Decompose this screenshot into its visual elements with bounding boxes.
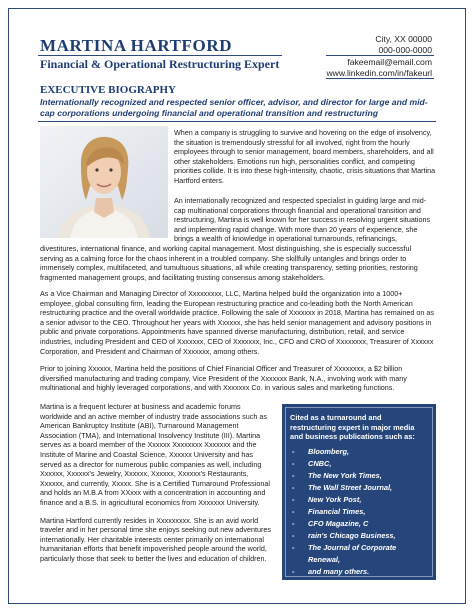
media-item: - rain's Chicago Business, [292,530,396,540]
contact-divider-top [326,55,434,56]
media-item: - The Journal of Corporate Renewal, [292,542,397,564]
media-item: - CNBC, [292,458,332,468]
media-item: - Financial Times, [292,506,366,516]
bio-paragraph-5: Martina is a frequent lecturer at business and academic forums worldwide and an active member of industry trade associations such as American Bankruptcy Institute (ABI), Turnaround Management Association (TMA), and International Insolvency Institute (III). Martina serves as a board member of the Xxxxxx Xxxxxxxx Xxxxxxx and the Institute of Marine and Coastal Science, Xxxxxx University and has served as a director for numerous public companies as well, including Xxxxxx, Xxxxxx's Jewelry, Xxxxxx, Xxxxxx, Xxxxxx's Restaurants, Xxxxxx, and currently, Xxxxx. She is a Certified Turnaround Professional and holds an M.B.A from XXxxx with a concentration in accounting and finance and a B.S. in agricultural economics from Xxxxxxx University. [40,402,270,507]
callout-intro: Cited as a turnaround and restructuring expert in major media and business publications such as: [290,413,415,442]
media-callout-box [282,404,436,580]
contact-phone: 000-000-0000 [378,45,432,55]
candidate-name: MARTINA HARTFORD [40,36,233,55]
bio-paragraph-2 [40,196,436,282]
media-list [290,446,427,578]
summary-divider [38,121,436,122]
bio-paragraph-4: Prior to joining Xxxxxx, Martina held the positions of Chief Financial Officer and Treasurer of Xxxxxxxx, a $2 billion diversified manufacturing and trading company, Vice President of the Xxxxxxx Bank, N.A., involving work with many multinational and highly leveraged corporations, and with Xxxxxxx Co. in various sales and marketing functions. [40,364,407,393]
bio-paragraph-6: Martina Hartford currently resides in Xxxxxxxxx. She is an avid world traveler and in her personal time she enjoys seeking out new adventures internationally. Her charitable interests center primarily on international humanitarian efforts that benefit impoverished people around the world, particularly those that seek to better the lives and education of children. [40,515,271,563]
media-item: - The Wall Street Journal, [292,482,393,492]
summary-statement: Internationally recognized and respected senior officer, advisor, and director for large and mid-cap corporations undergoing financial and operational transition and restructuring [40,97,428,118]
contact-linkedin[interactable]: www.linkedin.com/in/fakeurl [326,68,432,78]
media-item: - Bloomberg, [292,446,350,456]
media-item: - and many others. [292,566,370,576]
name-divider [38,55,282,56]
bio-paragraph-3: As a Vice Chairman and Managing Director of Xxxxxxxxx, LLC, Martina helped build the organization into a 1000+ employee, global consulting firm, leading the European restructuring practice and co-leading both the North American restructuring practice and the overall worldwide practice. Following the sale of Xxxxxxx in 2018, Martina has remained on as a senior advisor to the CEO. Throughout her years with Xxxxxx, she has held senior management and advisory positions in public and private corporations. Appointments have spanned diverse manufacturing, distribution, retail, and service industries, including President and CEO of Xxxxxxx, CEO of Xxxxxxx, Inc., CFO and CRO of Xxxxxxxx, Treasurer of Xxxxxx Corporation, and President and Chairman of Xxxxxxx, among others. [40,289,434,356]
contact-divider-bottom [326,78,434,79]
media-item: - CFO Magazine, C [292,518,369,528]
left-column [40,402,274,572]
media-item: - New York Post, [292,494,362,504]
bio-paragraph-2-start: An internationally recognized and respected specialist in guiding large and mid-cap multinational corporations through financial and operational transition and restructuring, Martina is well known for her success in resolving urgent situations and implementing rapid change. With more than 20 years of experience, she brings a wealth of knowledge in operational turnarounds, refinancings, [174,196,431,244]
bio-paragraph-1: When a company is struggling to survive and hovering on the edge of insolvency, the situation is tremendously stressful for all involved, right from the hourly employees through to senior management, board members, shareholders, and all other stakeholders. Emotions run high, personalities conflict, and competing priorities collide. It is into these high-intensity, chaotic, crisis situations that Martina Hartford enters. [174,128,436,185]
media-item: - The New York Times, [292,470,382,480]
section-title: EXECUTIVE BIOGRAPHY [40,84,176,96]
contact-city: City, XX 00000 [375,34,432,44]
professional-headline: Financial & Operational Restructuring Expert [40,57,280,71]
contact-email[interactable]: fakeemail@email.com [347,57,432,67]
contact-block [326,34,432,79]
bio-paragraph-2-end: divestitures, international finance, and working capital management. Most distinguishing, she is especially successful serving as a calming force for the chaos inherent in a troubled company. She skillfully untangles and brings order to immensely complex, multifaceted, and tumultuous situations, all while creating transparency, setting priorities, restoring fragmented management groups, and facilitating trusting consensus among stakeholders. [40,243,418,282]
